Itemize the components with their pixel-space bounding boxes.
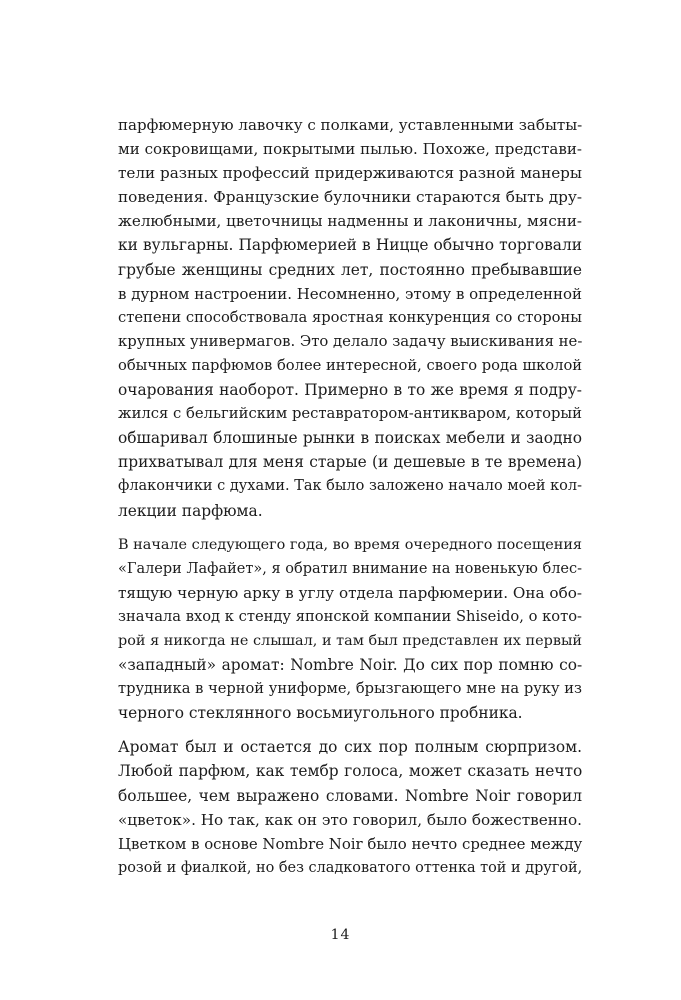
text-line: «западный» аромат: Nombre Noir. До сих пор помню со- — [118, 656, 583, 675]
body-text — [118, 113, 582, 880]
text-line: Аромат был и остается до сих пор полным сюрпризом. — [118, 738, 582, 757]
paragraph — [118, 533, 582, 726]
text-line: поведения. Французские булочники стараются быть дру- — [118, 188, 582, 207]
text-line: Цветком в основе Nombre Noir было нечто среднее между — [118, 834, 583, 853]
text-line: обшаривал блошиные рынки в поисках мебели и заодно — [118, 429, 582, 448]
text-line: черного стеклянного восьмиугольного пробника. — [118, 704, 523, 723]
text-line: в дурном настроении. Несомненно, этому в определенной — [118, 284, 582, 303]
text-line: ки вульгарны. Парфюмерией в Ницце обычно торговали — [118, 236, 582, 255]
text-line: желюбными, цветочницы надменны и лаконичны, мясни- — [118, 212, 582, 231]
text-line: прихватывал для меня старые (и дешевые в те времена) — [118, 453, 582, 472]
text-line: крупных универмагов. Это делало задачу выискивания не- — [118, 332, 583, 350]
text-line: флакончики с духами. Так было заложено начало моей кол- — [118, 478, 583, 495]
paragraph — [118, 113, 582, 523]
text-line: В начале следующего года, во время очередного посещения — [118, 536, 583, 553]
text-line: парфюмерную лавочку с полками, уставленными забыты- — [118, 116, 583, 134]
text-line: степени способствовала яростная конкуренция со стороны — [118, 308, 582, 326]
text-line: лекции парфюма. — [118, 501, 263, 520]
text-line: розой и фиалкой, но без сладковатого оттенка той и другой, — [118, 859, 583, 876]
paragraph — [118, 735, 582, 880]
page-number: 14 — [330, 927, 351, 943]
text-line: значала вход к стенду японской компании Shiseido, о кото- — [118, 607, 582, 625]
text-line: «цветок». Но так, как он это говорил, было божественно. — [118, 810, 582, 829]
text-line: ми сокровищами, покрытыми пылью. Похоже, представи- — [118, 140, 582, 159]
text-line: грубые женщины средних лет, постоянно пребывавшие — [118, 260, 582, 279]
text-line: жился с бельгийским реставратором-антикваром, который — [118, 405, 582, 423]
text-line: трудника в черной униформе, брызгающего мне на руку из — [118, 680, 582, 698]
text-line: очарования наоборот. Примерно в то же время я подру- — [118, 381, 582, 400]
text-line: тящую черную арку в углу отдела парфюмерии. Она обо- — [118, 583, 582, 602]
text-line: большее, чем выражено словами. Nombre Noir говорил — [118, 786, 582, 805]
text-line: «Галери Лафайет», я обратил внимание на новенькую блес- — [118, 560, 582, 577]
text-line: тели разных профессий придерживаются разной манеры — [118, 164, 582, 183]
text-line: обычных парфюмов более интересной, своего рода школой — [118, 356, 583, 374]
text-line: рой я никогда не слышал, и там был представлен их первый — [118, 632, 582, 649]
text-line: Любой парфюм, как тембр голоса, может сказать нечто — [118, 762, 583, 781]
